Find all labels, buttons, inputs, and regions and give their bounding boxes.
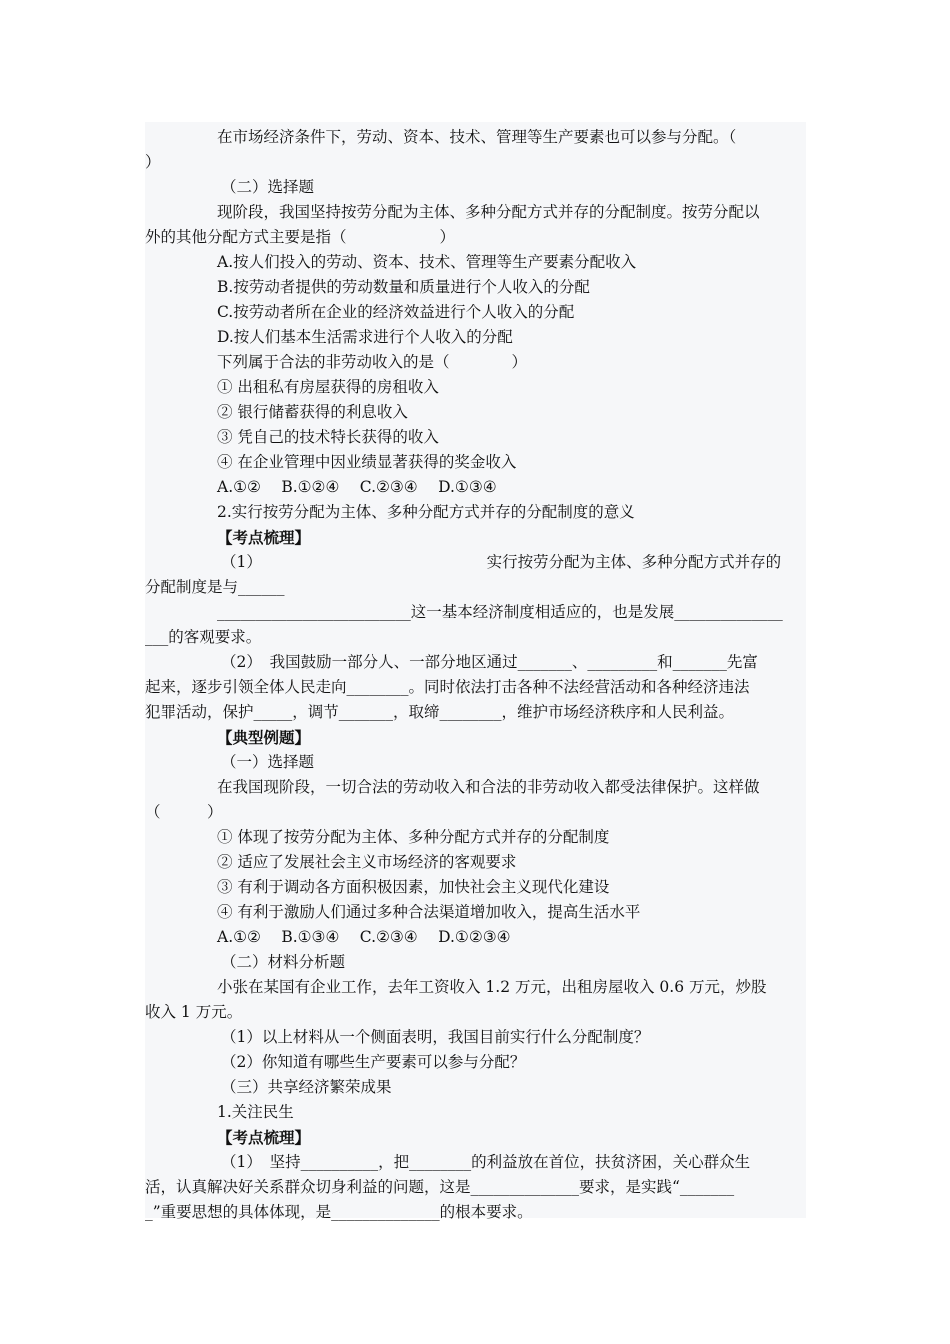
- line-32-item-4: ④ 有利于激励人们通过多种合法渠道增加收入，提高生活水平: [217, 903, 641, 921]
- line-39-heading: （三）共享经济繁荣成果: [221, 1078, 392, 1096]
- line-29-item-1: ① 体现了按劳分配为主体、多种分配方式并存的分配制度: [217, 828, 610, 846]
- line-12-item-2: ② 银行储蓄获得的利息收入: [217, 403, 408, 421]
- line-41-heading: 【考点梳理】: [217, 1128, 311, 1147]
- line-31-item-3: ③ 有利于调动各方面积极因素，加快社会主义现代化建设: [217, 878, 610, 896]
- line-16: 2.实行按劳分配为主体、多种分配方式并存的分配制度的意义: [217, 503, 635, 521]
- line-30-item-2: ② 适应了发展社会主义市场经济的客观要求: [217, 853, 517, 871]
- line-18: （1） 实行按劳分配为主体、多种分配方式并存的: [221, 553, 782, 571]
- line-19: 分配制度是与______: [145, 578, 285, 596]
- line-40: 1.关注民生: [217, 1103, 294, 1121]
- line-7-option-b: B.按劳动者提供的劳动数量和质量进行个人收入的分配: [217, 278, 590, 296]
- line-34-heading: （二）材料分析题: [221, 953, 346, 971]
- line-37-question-1: （1）以上材料从一个侧面表明，我国目前实行什么分配制度？: [221, 1028, 650, 1046]
- line-9-option-d: D.按人们基本生活需求进行个人收入的分配: [217, 328, 513, 346]
- line-36: 收入 1 万元。: [145, 1003, 243, 1021]
- line-28: （ ）: [145, 803, 223, 821]
- line-8-option-c: C.按劳动者所在企业的经济效益进行个人收入的分配: [217, 303, 575, 321]
- line-26-heading: （一）选择题: [221, 753, 315, 771]
- line-20: _________________________这一基本经济制度相适应的，也是发展______________: [217, 603, 783, 621]
- line-38-question-2: （2）你知道有哪些生产要素可以参与分配？: [221, 1053, 526, 1071]
- line-33-answers: A.①② B.①③④ C.②③④ D.①②③④: [217, 928, 511, 946]
- line-25-heading: 【典型例题】: [217, 728, 311, 747]
- document-text-block: [145, 122, 806, 1221]
- line-43: 活，认真解决好关系群众切身利益的问题，这是______________要求，是实践“_______: [145, 1178, 735, 1196]
- line-2: ）: [145, 153, 161, 171]
- line-5: 外的其他分配方式主要是指（ ）: [145, 228, 456, 246]
- line-21: ___的客观要求。: [145, 628, 262, 646]
- line-13-item-3: ③ 凭自己的技术特长获得的收入: [217, 428, 439, 446]
- line-27: 在我国现阶段，一切合法的劳动收入和合法的非劳动收入都受法律保护。这样做: [217, 778, 760, 796]
- line-23: 起来，逐步引领全体人民走向________。同时依法打击各种不法经营活动和各种经济违法: [145, 678, 750, 696]
- line-44: _”重要思想的具体体现，是______________的根本要求。: [145, 1203, 533, 1221]
- line-6-option-a: A.按人们投入的劳动、资本、技术、管理等生产要素分配收入: [217, 253, 637, 271]
- line-10: 下列属于合法的非劳动收入的是（ ）: [217, 353, 528, 371]
- line-15-answers: A.①② B.①②④ C.②③④ D.①③④: [217, 478, 497, 496]
- line-4: 现阶段，我国坚持按劳分配为主体、多种分配方式并存的分配制度。按劳分配以: [217, 203, 760, 221]
- line-22: （2） 我国鼓励一部分人、一部分地区通过_______、_________和_______先富: [221, 653, 758, 671]
- line-14-item-4: ④ 在企业管理中因业绩显著获得的奖金收入: [217, 453, 517, 471]
- line-42: （1） 坚持__________，把________的利益放在首位，扶贫济困，关心群众生: [221, 1153, 751, 1171]
- line-11-item-1: ① 出租私有房屋获得的房租收入: [217, 378, 439, 396]
- line-1: 在市场经济条件下，劳动、资本、技术、管理等生产要素也可以参与分配。（: [217, 128, 737, 146]
- line-24: 犯罪活动，保护_____，调节_______，取缔________，维护市场经济秩序和人民利益。: [145, 703, 735, 721]
- line-35: 小张在某国有企业工作，去年工资收入 1.2 万元，出租房屋收入 0.6 万元，炒股: [217, 978, 767, 996]
- line-17-heading: 【考点梳理】: [217, 528, 311, 547]
- line-3-heading: （二）选择题: [221, 178, 315, 196]
